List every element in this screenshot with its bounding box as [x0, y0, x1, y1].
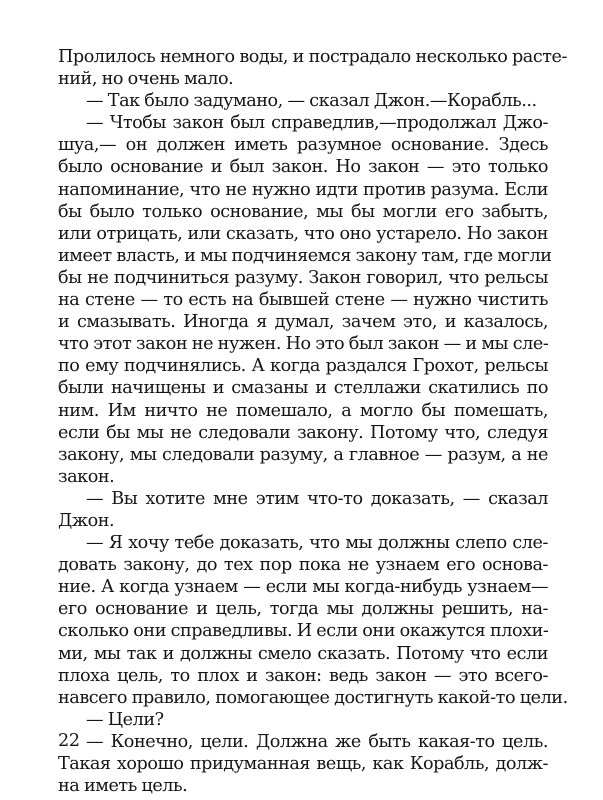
text-line: что этот закон не нужен. Но это был закон — и мы сле- — [58, 334, 549, 355]
text-line: или отрицать, или сказать, что оно устарело. Но закон — [58, 223, 548, 244]
text-line: — Чтобы закон был справедлив,—продолжал Джо- — [86, 113, 548, 134]
text-line: ний, но очень мало. — [58, 69, 234, 90]
text-line: имеет власть, и мы подчиняемся закону там, где могли — [58, 245, 552, 266]
text-line: плоха цель, то плох и закон: ведь закон — это всего- — [58, 665, 548, 686]
text-line: — Так было задумано, — сказал Джон.—Корабль... — [86, 91, 537, 112]
text-line: Такая хорошо придуманная вещь, как Корабль, долж- — [58, 754, 548, 774]
text-line: довать закону, до тех пор пока не узнаем его основа- — [58, 555, 548, 576]
text-line: ми, мы так и должны смело сказать. Потому что если — [58, 643, 548, 664]
text-line: напоминание, что не нужно идти против разума. Если — [58, 179, 548, 200]
text-line: Джон. — [58, 510, 115, 531]
body-text — [58, 46, 568, 797]
text-line: ние. А когда узнаем — если мы когда-нибудь узнаем— — [58, 577, 548, 598]
text-line: закону, мы следовали разуму, а главное — разум, а не — [58, 444, 548, 465]
text-line: были начищены и смазаны и стеллажи скатились по — [58, 378, 548, 399]
text-line: — Цели? — [86, 709, 164, 730]
text-line: — Конечно, цели. Должна же быть какая-то цель. — [86, 731, 548, 752]
text-line: сколько они справедливы. И если они окажутся плохи- — [58, 621, 549, 642]
text-line: ним. Им ничто не помешало, а могло бы помешать, — [58, 400, 548, 421]
text-line: было основание и был закон. Но закон — это только — [58, 157, 548, 178]
page-number: 22 — [58, 731, 80, 751]
text-line: Пролилось немного воды, и пострадало несколько расте- — [58, 47, 567, 67]
text-line: бы было только основание, мы бы могли его забыть, — [58, 201, 548, 222]
text-line: — Вы хотите мне этим что-то доказать, — сказал — [86, 488, 548, 509]
text-line: на стене — то есть на бывшей стене — нужно чистить — [58, 290, 548, 311]
text-line: бы не подчиниться разуму. Закон говорил, что рельсы — [58, 267, 548, 288]
text-line: если бы мы не следовали закону. Потому что, следуя — [58, 422, 548, 443]
text-line: — Я хочу тебе доказать, что мы должны слепо сле- — [86, 533, 548, 554]
text-line: на иметь цель. — [58, 776, 188, 797]
text-line: шуа,— он должен иметь разумное основание. Здесь — [58, 135, 548, 156]
text-line: и смазывать. Иногда я думал, зачем это, и казалось, — [58, 312, 548, 333]
text-line: навсего правило, помогающее достигнуть какой-то цели. — [58, 687, 568, 708]
text-line: по ему подчинялись. А когда раздался Грохот, рельсы — [58, 356, 548, 377]
text-line: закон. — [58, 466, 115, 487]
text-line: его основание и цель, тогда мы должны решить, на- — [58, 599, 548, 620]
